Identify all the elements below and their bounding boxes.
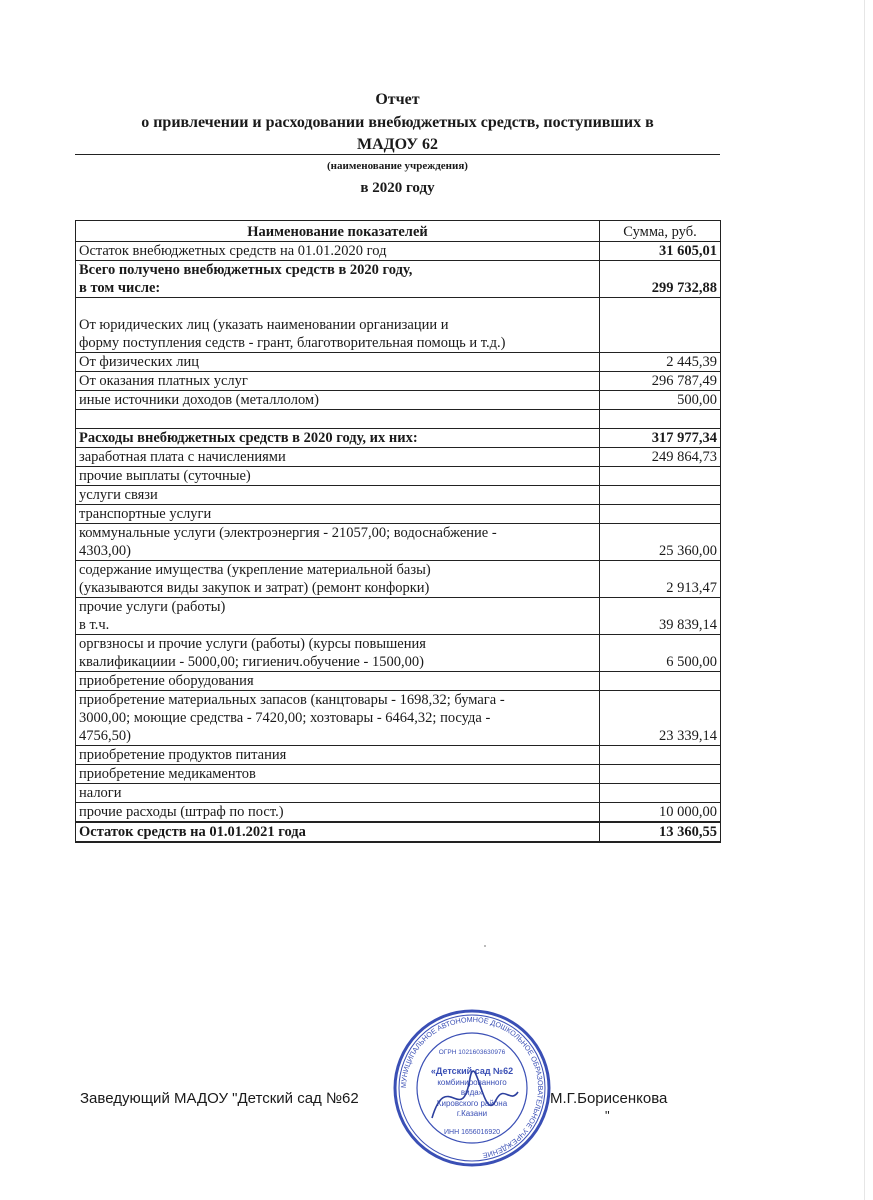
row-label: заработная плата с начислениями: [76, 448, 600, 467]
report-table: [75, 220, 721, 843]
table-row: [76, 505, 721, 524]
report-subtitle: о привлечении и расходовании внебюджетных средств, поступивших в: [141, 114, 654, 131]
organization-name: МАДОУ 62: [357, 136, 438, 153]
row-label: оргвзносы и прочие услуги (работы) (курсы повышения квалификациии - 5000,00; гигиенич.обучение - 1500,00): [76, 635, 600, 672]
table-row: [76, 784, 721, 803]
row-amount: 13 360,55: [600, 822, 721, 842]
row-label: От физических лиц: [76, 353, 600, 372]
row-label: налоги: [76, 784, 600, 803]
row-amount: 299 732,88: [600, 261, 721, 298]
row-label: иные источники доходов (металлолом): [76, 391, 600, 410]
row-label: приобретение продуктов питания: [76, 746, 600, 765]
row-label: Остаток внебюджетных средств на 01.01.2020 год: [76, 242, 600, 261]
table-row: [76, 467, 721, 486]
row-label: содержание имущества (укрепление материальной базы) (указываются виды закупок и затрат) (ремонт конфорки): [76, 561, 600, 598]
row-label: приобретение медикаментов: [76, 765, 600, 784]
row-label: транспортные услуги: [76, 505, 600, 524]
table-row: [76, 691, 721, 746]
row-label: коммунальные услуги (электроэнергия - 21057,00; водоснабжение - 4303,00): [76, 524, 600, 561]
scan-speck: [484, 945, 486, 947]
stamp-inn: ИНН 1656016920: [443, 1129, 501, 1136]
row-amount: 25 360,00: [600, 524, 721, 561]
table-row: [76, 448, 721, 467]
row-amount: [600, 746, 721, 765]
table-row: [76, 429, 721, 448]
row-amount: 2 913,47: [600, 561, 721, 598]
row-amount: 2 445,39: [600, 353, 721, 372]
row-label: прочие расходы (штраф по пост.): [76, 803, 600, 823]
row-amount: 317 977,34: [600, 429, 721, 448]
row-label: приобретение материальных запасов (канцтовары - 1698,32; бумага - 3000,00; моющие средства - 7420,00; хозтовары - 6464,32; посуда - 4756,50): [76, 691, 600, 746]
page-edge-shadow: [864, 0, 865, 1200]
row-amount: 31 605,01: [600, 242, 721, 261]
row-label: прочие услуги (работы) в т.ч.: [76, 598, 600, 635]
table-row: [76, 391, 721, 410]
row-label: Всего получено внебюджетных средств в 2020 году, в том числе:: [76, 261, 600, 298]
table-row: [76, 298, 721, 353]
table-row: [76, 672, 721, 691]
row-amount: [600, 784, 721, 803]
stamp-line-4: Кировского района: [436, 1099, 508, 1108]
signer-name: М.Г.Борисенкова: [550, 1090, 668, 1107]
table-row: [76, 765, 721, 784]
row-amount: 500,00: [600, 391, 721, 410]
table-row: [76, 242, 721, 261]
organization-underline: [75, 154, 720, 155]
table-row-total: [76, 822, 721, 842]
column-header-name: Наименование показателей: [76, 221, 600, 242]
row-amount: [600, 505, 721, 524]
stamp-line-1: «Детский сад №62: [430, 1066, 514, 1076]
table-row: [76, 410, 721, 429]
row-amount: 39 839,14: [600, 598, 721, 635]
table-row: [76, 635, 721, 672]
row-amount: 23 339,14: [600, 691, 721, 746]
table-row: [76, 372, 721, 391]
official-stamp: [392, 1008, 552, 1168]
row-amount: [600, 486, 721, 505]
stamp-ring-text: МУНИЦИПАЛЬНОЕ АВТОНОМНОЕ ДОШКОЛЬНОЕ ОБРАЗОВАТЕЛЬНОЕ УЧРЕЖДЕНИЕ: [398, 1014, 546, 1161]
row-amount: [600, 298, 721, 353]
row-label: Остаток средств на 01.01.2021 года: [76, 822, 600, 842]
stamp-line-2: комбинированного: [437, 1078, 507, 1087]
table-row: [76, 486, 721, 505]
stamp-line-3: вида»: [460, 1088, 484, 1097]
row-amount: [600, 467, 721, 486]
report-title: Отчет: [375, 91, 420, 108]
report-year: в 2020 году: [360, 180, 435, 196]
table-row: [76, 353, 721, 372]
row-label: Расходы внебюджетных средств в 2020 году, их них:: [76, 429, 600, 448]
table-row: [76, 598, 721, 635]
row-label: От юридических лиц (указать наименовании организации и форму поступления седств - грант, благотворительная помощь и т.д.): [76, 298, 600, 353]
row-amount: 249 864,73: [600, 448, 721, 467]
row-label: услуги связи: [76, 486, 600, 505]
row-amount: [600, 765, 721, 784]
table-row: [76, 524, 721, 561]
row-amount: [600, 672, 721, 691]
stamp-ogrn: ОГРН 1021603630976: [438, 1049, 506, 1056]
row-amount: 10 000,00: [600, 803, 721, 823]
column-header-amount: Сумма, руб.: [600, 221, 721, 242]
table-row: [76, 803, 721, 823]
table-header-row: [76, 221, 721, 242]
stamp-line-5: г.Казани: [456, 1109, 488, 1118]
row-label: прочие выплаты (суточные): [76, 467, 600, 486]
organization-caption: (наименование учреждения): [327, 160, 468, 172]
closing-quote: ": [605, 1108, 610, 1123]
signer-position: Заведующий МАДОУ "Детский сад №62: [80, 1090, 359, 1107]
table-row: [76, 746, 721, 765]
row-amount: 6 500,00: [600, 635, 721, 672]
row-label: [76, 410, 600, 429]
row-amount: 296 787,49: [600, 372, 721, 391]
row-label: приобретение оборудования: [76, 672, 600, 691]
row-amount: [600, 410, 721, 429]
row-label: От оказания платных услуг: [76, 372, 600, 391]
table-row: [76, 561, 721, 598]
table-row: [76, 261, 721, 298]
